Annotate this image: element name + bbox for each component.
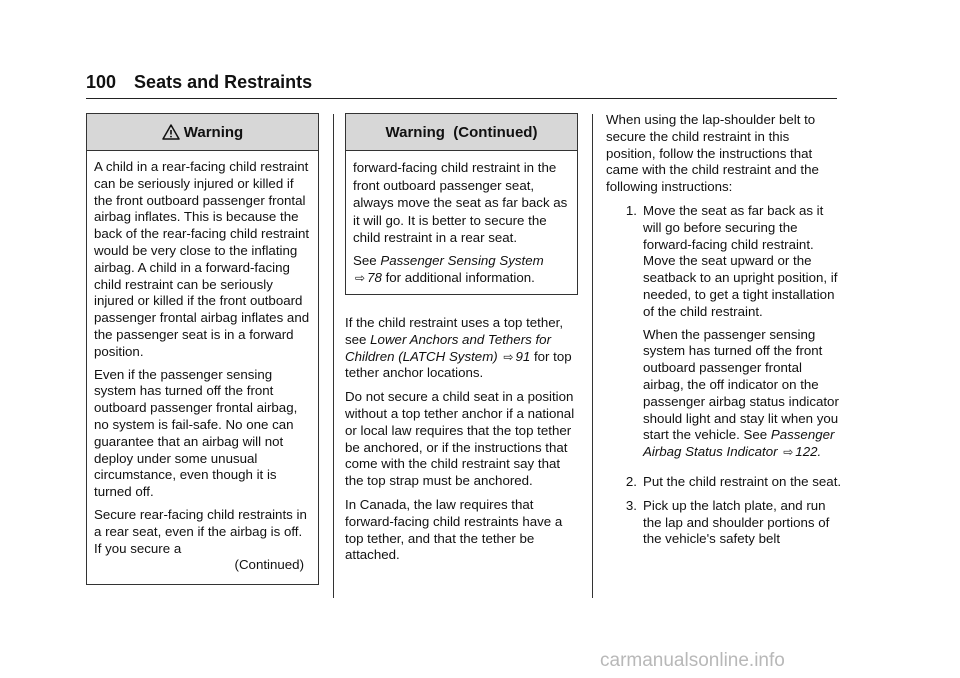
- page-ref-122[interactable]: 122.: [795, 444, 822, 460]
- step-1-text: Move the seat as far back as it will go before securing the forward-facing child restraint. Move the seat upward or the seatback to an upright position, if needed, to get a tight installation of the child restraint.: [643, 202, 838, 319]
- passenger-sensing-link[interactable]: Passenger Sensing System: [380, 252, 544, 268]
- page-number: 100: [86, 72, 117, 92]
- page-ref-arrow-icon: ⇨: [503, 349, 514, 364]
- canada-paragraph: In Canada, the law requires that forward-facing child restraints have a top tether, and that the tether be attached.: [345, 496, 563, 563]
- warning-continued-body: [346, 151, 577, 287]
- warning-triangle-icon: [162, 124, 180, 140]
- warning-body: [87, 151, 318, 574]
- step-2-text: Put the child restraint on the seat.: [643, 473, 842, 489]
- page-header: [86, 72, 312, 93]
- warning-paragraph-1: A child in a rear-facing child restraint can be seriously injured or killed if the front outboard passenger frontal airbag inflates. This is because the back of the rear-facing child restraint would be very close to the inflating airbag. A child in a forward-facing child restraint can be seriously injured or killed if the front outboard passenger frontal airbag inflates and the passenger seat is in a forward position.: [94, 159, 310, 359]
- warning-continued-title: Warning (Continued): [385, 123, 538, 141]
- continued-label: (Continued): [234, 557, 304, 573]
- watermark: carmanualsonline.info: [600, 650, 785, 671]
- step-1-note: When the passenger sensing system has turned off the front outboard passenger frontal airbag, the off indicator on the passenger airbag status indicator should light and stay lit when you start the vehicle. See Passenger Airbag Status Indicator ⇨ 122.: [643, 326, 839, 460]
- page-ref-arrow-icon: ⇨: [355, 270, 366, 285]
- latch-paragraph: If the child restraint uses a top tether, see Lower Anchors and Tethers for Children (LATCH System) ⇨ 91 for top tether anchor locations.: [345, 315, 572, 381]
- step-number: 1.: [625, 202, 637, 218]
- section-title: Seats and Restraints: [134, 72, 313, 92]
- warning-header: [87, 114, 318, 151]
- warning-continued-header: [346, 114, 577, 151]
- column-divider-left: [333, 114, 334, 598]
- warning-see-reference: See Passenger Sensing System ⇨ 78 for additional information.: [353, 252, 544, 285]
- list-item: [606, 498, 842, 548]
- instruction-steps: [606, 203, 842, 548]
- step-number: 3.: [625, 497, 637, 513]
- airbag-status-link[interactable]: Passenger Airbag Status Indicator: [643, 427, 835, 460]
- list-item: [606, 474, 842, 491]
- step-3-text: Pick up the latch plate, and run the lap and shoulder portions of the vehicle's safety belt: [643, 497, 830, 547]
- lap-shoulder-intro: When using the lap-shoulder belt to secure the child restraint in this position, follow the instructions that came with the child restraint and the following instructions:: [606, 112, 819, 195]
- top-tether-paragraph: Do not secure a child seat in a position without a top tether anchor if a national or local law requires that the top tether be anchored, or if the instructions that come with the child restraint say that the top strap must be anchored.: [345, 389, 575, 489]
- step-number: 2.: [625, 473, 637, 489]
- list-item: [606, 203, 842, 467]
- warning-title: Warning: [183, 123, 244, 141]
- header-rule: [86, 98, 837, 99]
- latch-link[interactable]: Lower Anchors and Tethers for Children (LATCH System): [345, 331, 551, 364]
- page-ref-78[interactable]: 78: [367, 269, 382, 285]
- warning-paragraph-3: Secure rear-facing child restraints in a rear seat, even if the airbag is off. If you secure a: [94, 506, 307, 556]
- warning-box: [86, 113, 319, 585]
- column-divider-right: [592, 114, 593, 598]
- warning-continued-box: [345, 113, 578, 295]
- page-ref-arrow-icon: ⇨: [783, 445, 794, 460]
- warning-paragraph-2: Even if the passenger sensing system has turned off the front outboard passenger frontal airbag, no system is fail-safe. No one can guarantee that an airbag will not deploy under some unusual circumstance, even though it is turned off.: [94, 366, 298, 500]
- warning-continued-paragraph: forward-facing child restraint in the front outboard passenger seat, always move the seat as far back as it will go. It is better to secure the child restraint in a rear seat.: [353, 160, 568, 246]
- page-ref-91[interactable]: 91: [515, 348, 531, 364]
- right-column: [606, 112, 842, 555]
- middle-column: [345, 315, 577, 571]
